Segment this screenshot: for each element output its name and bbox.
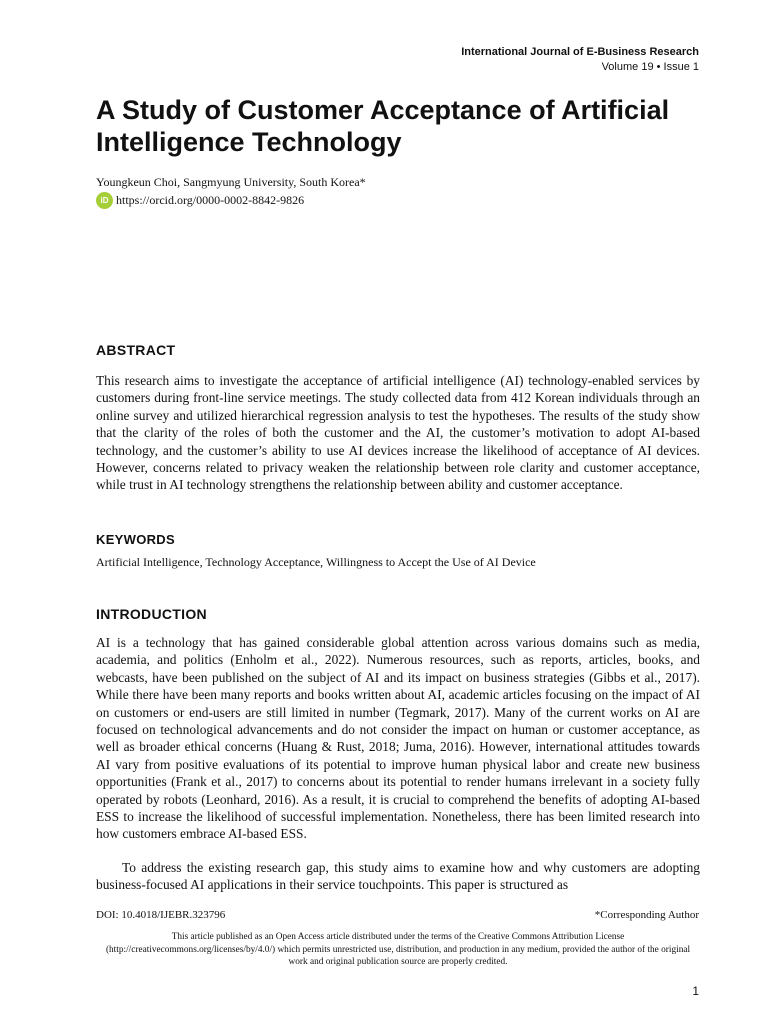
- volume-issue: Volume 19 • Issue 1: [601, 61, 699, 73]
- journal-header: [461, 45, 699, 75]
- license-notice: This article published as an Open Access article distributed under the terms of the Creative Commons Attribution License (http://creativecommons.org/licenses/by/4.0/) which permits unrestricted use, distribution, and production in any medium, provided the author of the original work and original publication source are properly credited.: [105, 932, 691, 967]
- corresponding-author-note: *Corresponding Author: [594, 909, 699, 921]
- introduction-paragraph: To address the existing research gap, this study aims to examine how and why customers are adopting business-focused AI applications in their service touchpoints. This paper is structured as: [96, 860, 700, 893]
- introduction-heading: INTRODUCTION: [96, 606, 207, 622]
- orcid-line: [96, 192, 304, 209]
- abstract-heading: ABSTRACT: [96, 342, 176, 358]
- orcid-icon: iD: [96, 192, 113, 209]
- author-affiliation: Youngkeun Choi, Sangmyung University, South Korea*: [96, 175, 366, 189]
- abstract-text: This research aims to investigate the acceptance of artificial intelligence (AI) technology-enabled services by customers during front-line service meetings. The study collected data from 412 Korean individuals through an online survey and utilized hierarchical regression analysis to test the hypotheses. The results of the study show that the clarity of the roles of both the customer and the AI, the customer’s motivation to adopt AI-based technology, and the customer’s ability to use AI devices increase the likelihood of acceptance of AI devices. However, concerns related to privacy weaken the relationship between role clarity and customer acceptance, while trust in AI technology strengthens the relationship between ability and customer acceptance.: [96, 373, 700, 493]
- orcid-link[interactable]: https://orcid.org/0000-0002-8842-9826: [116, 193, 305, 207]
- keywords-text: Artificial Intelligence, Technology Acceptance, Willingness to Accept the Use of AI Device: [96, 555, 536, 569]
- introduction-paragraph: AI is a technology that has gained considerable global attention across various domains such as media, academia, and politics (Enholm et al., 2022). Numerous resources, such as reports, articles, books, and webcasts, have been published on the subject of AI and its impact on business strategies (Gibbs et al., 2017). While there have been many reports and books written about AI, academic articles focusing on the impact of AI on customers or end-users are still limited in number (Tegmark, 2017). Many of the current works on AI are focused on technological advancements and do not consider the impact on human or customer acceptance, as well as broader ethical concerns (Huang & Rust, 2018; Juma, 2016). However, international attitudes towards AI vary from positive evaluations of its potential to improve human physical labor and create new business opportunities (Frank et al., 2017) to concerns about its potential to render humans irrelevant in a society fully operated by robots (Leonhard, 2016). As a result, it is crucial to comprehend the benefits of adopting AI-based ESS to increase the likelihood of successful implementation. Nonetheless, there has been limited research into how customers embrace AI-based ESS.: [96, 635, 700, 842]
- doi: DOI: 10.4018/IJEBR.323796: [96, 909, 226, 921]
- journal-name: International Journal of E-Business Research: [461, 46, 699, 58]
- page-number: 1: [692, 984, 699, 998]
- paper-title: A Study of Customer Acceptance of Artificial Intelligence Technology: [96, 95, 670, 157]
- keywords-heading: KEYWORDS: [96, 532, 175, 547]
